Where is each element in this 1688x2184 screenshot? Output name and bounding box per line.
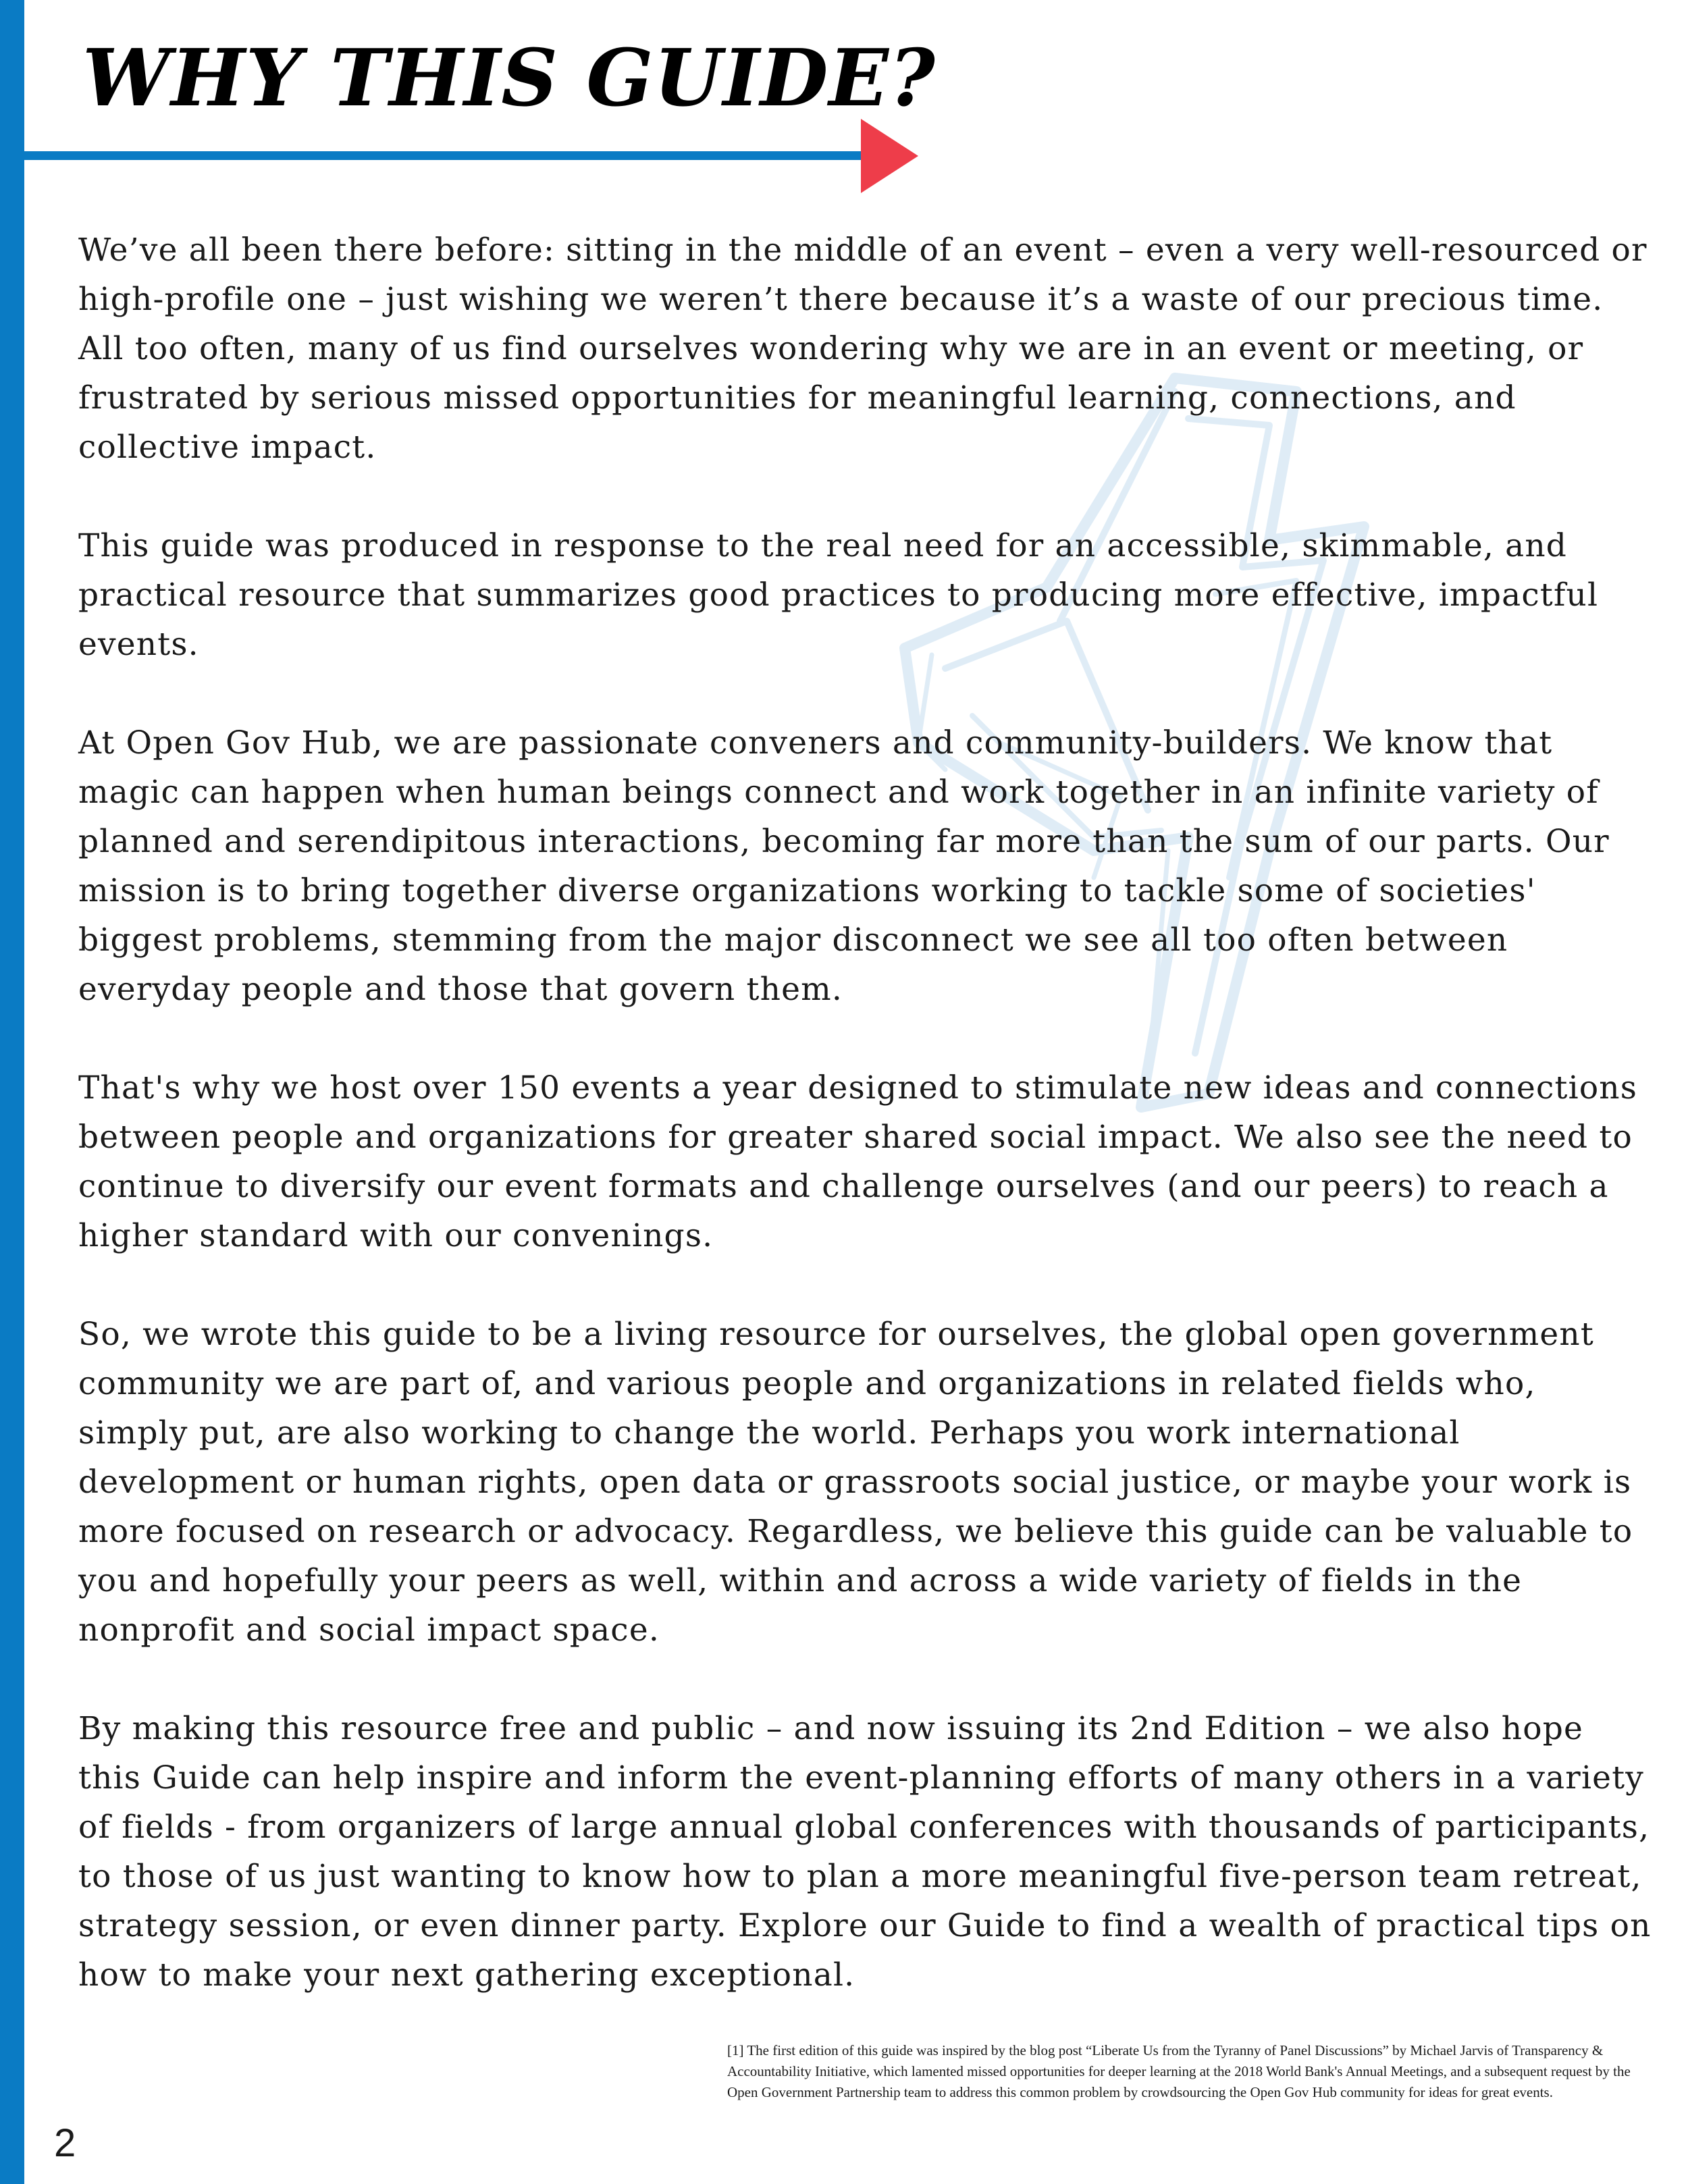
red-arrow-icon — [861, 119, 918, 193]
left-accent-bar — [0, 0, 24, 2184]
paragraph-events: That's why we host over 150 events a year designed to stimulate new ideas and connections between people and organizations for greater shared social impact. We also see the need to continue to diversify our event formats and challenge ourselves (and our peers) to reach a higher standard with our convenings. — [78, 1069, 1638, 1254]
body-text — [78, 225, 1655, 2049]
page-number: 2 — [54, 2121, 76, 2165]
paragraph-intro: We’ve all been there before: sitting in the middle of an event – even a very well-resourced or high-profile one – just wishing we weren’t there because it’s a waste of our precious time. All too often, many of us find ourselves wondering why we are in an event or meeting, or frustrated by serious missed opportunities for meaningful learning, connections, and collective impact. — [78, 232, 1647, 466]
footnote: [1] The first edition of this guide was inspired by the blog post “Liberate Us from the Tyranny of Panel Discussions” by Michael Jarvis of Transparency & Accountability Initiative, which lamented missed opportunities for deeper learning at the 2018 World Bank's Annual Meetings, and a subsequent request by the Open Government Partnership team to address this common problem by crowdsourcing the Open Gov Hub community for ideas for great events. — [727, 2042, 1631, 2100]
paragraph-open-gov-hub: At Open Gov Hub, we are passionate conveners and community-builders. We know that magic can happen when human beings connect and work together in an infinite variety of planned and serendipitous interactions, becoming far more than the sum of our parts. Our mission is to bring together diverse organizations working to tackle some of societies' biggest problems, stemming from the major disconnect we see all too often between everyday people and those that govern them. — [78, 724, 1610, 1008]
title-underline — [24, 151, 872, 160]
paragraph-purpose: This guide was produced in response to the real need for an accessible, skimmable, and practical resource that summarizes good practices to producing more effective, impactful events. — [78, 527, 1599, 663]
page-title: WHY THIS GUIDE? — [82, 32, 936, 124]
paragraph-second-edition: By making this resource free and public – and now issuing its 2nd Edition – we also hope this Guide can help inspire and inform the event-planning efforts of many others in a variety of fields - from organizers of large annual global conferences with thousands of participants, to those of us just wanting to know how to plan a more meaningful five-person team retreat, strategy session, or even dinner party. Explore our Guide to find a wealth of practical tips on how to make your next gathering exceptional. — [78, 1710, 1652, 1994]
paragraph-living-resource: So, we wrote this guide to be a living resource for ourselves, the global open government community we are part of, and various people and organizations in related fields who, simply put, are also working to change the world. Perhaps you work international development or human rights, open data or grassroots social justice, or maybe your work is more focused on research or advocacy. Regardless, we believe this guide can be valuable to you and hopefully your peers as well, within and across a wide variety of fields in the nonprofit and social impact space. — [78, 1316, 1633, 1649]
